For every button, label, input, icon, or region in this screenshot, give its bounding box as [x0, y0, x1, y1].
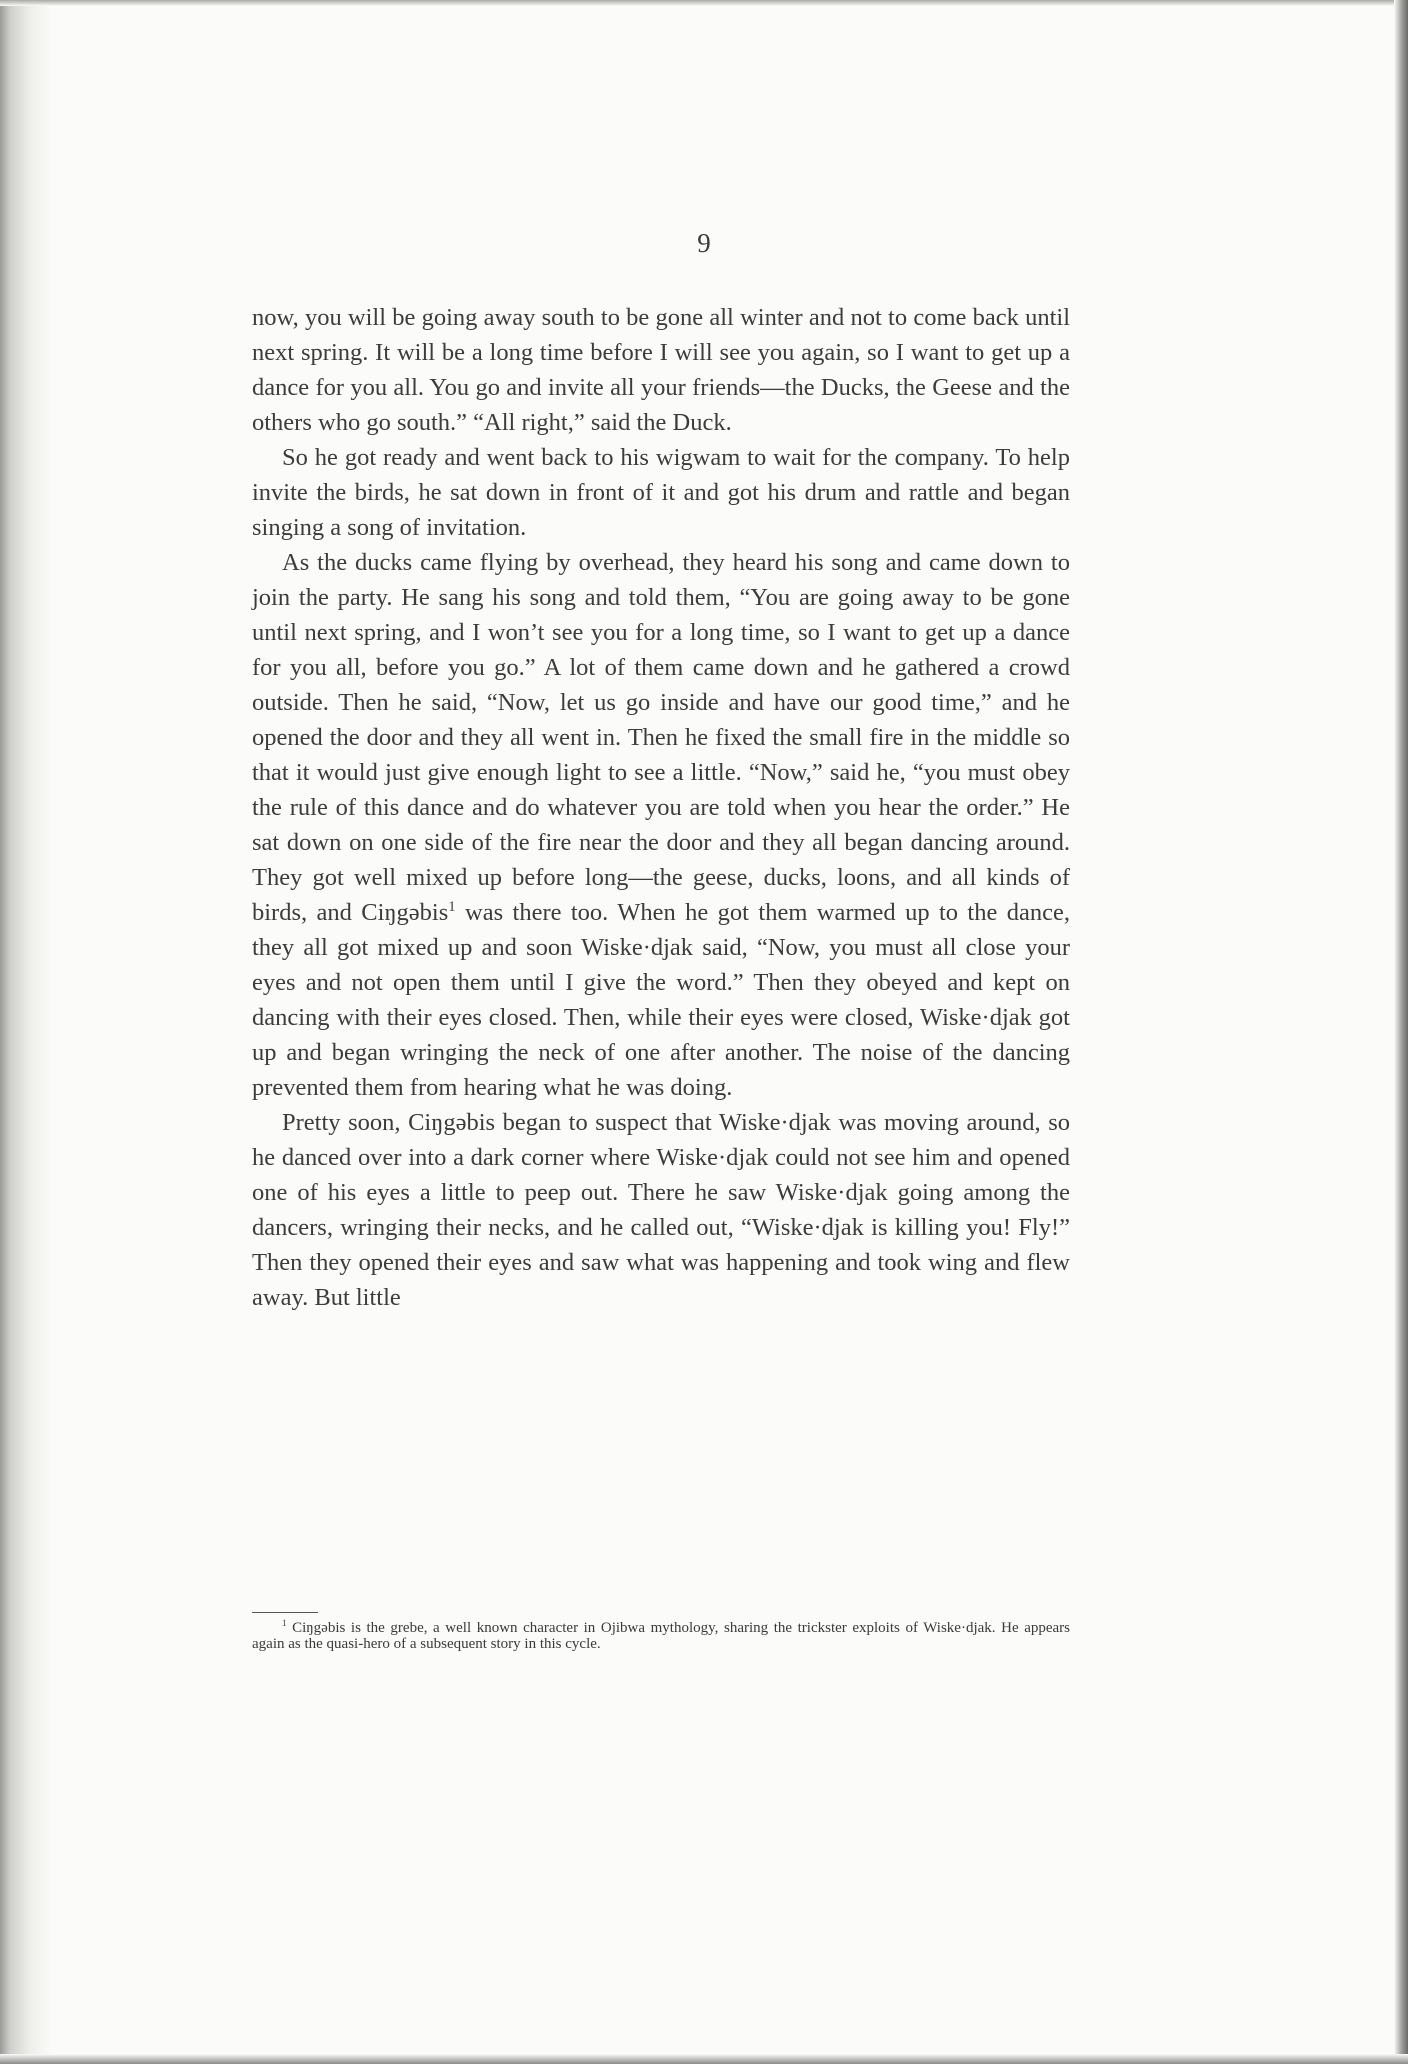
footnote-rule	[252, 1612, 318, 1613]
right-page-edge	[1394, 0, 1408, 2064]
paragraph-1: now, you will be going away south to be gone all winter and not to come back until next spring. It will be a long time before I will see you again, so I want to get up a dance for you all. You go and invite all your friends—the Ducks, the Geese and the others who go south.” “All right,” said the Duck.	[252, 304, 1070, 436]
paragraph-4: Pretty soon, Ciŋgəbis began to suspect that Wiske·djak was moving around, so he danced over into a dark corner where Wiske·djak could not see him and opened one of his eyes a little to peep out. There he saw Wiske·djak going among the dancers, wringing their necks, and he called out, “Wiske·djak is killing you! Fly!” Then they opened their eyes and saw what was happening and took wing and flew away. But little	[252, 1109, 1070, 1311]
bottom-page-edge	[0, 2054, 1408, 2064]
body-text	[252, 300, 1070, 1315]
footnote-reference: 1	[448, 898, 456, 915]
paragraph-3-text-continued: was there too. When he got them warmed up to the dance, they all got mixed up and soon Wiske·djak said, “Now, you must all close your eyes and not open them until I give the word.” Then they obeyed and kept on dancing with their eyes closed. Then, while their eyes were closed, Wiske·djak got up and began wringing the neck of one after another. The noise of the dancing prevented them from hearing what he was doing.	[252, 899, 1070, 1101]
footnote-text: Ciŋgəbis is the grebe, a well known character in Ojibwa mythology, sharing the trickster exploits of Wiske·djak. He appears again as the quasi-hero of a subsequent story in this cycle.	[252, 1620, 1070, 1652]
footnote	[252, 1620, 1070, 1652]
top-page-edge	[0, 0, 1408, 6]
page-number: 9	[697, 228, 711, 258]
binding-shadow	[0, 0, 52, 2064]
paragraph-2: So he got ready and went back to his wigwam to wait for the company. To help invite the birds, he sat down in front of it and got his drum and rattle and began singing a song of invitation.	[252, 444, 1070, 541]
paragraph-3-text: As the ducks came flying by overhead, they heard his song and came down to join the party. He sang his song and told them, “You are going away to be gone until next spring, and I won’t see you for a long time, so I want to get up a dance for you all, before you go.” A lot of them came down and he gathered a crowd outside. Then he said, “Now, let us go inside and have our good time,” and he opened the door and they all went in. Then he fixed the small fire in the middle so that it would just give enough light to see a little. “Now,” said he, “you must obey the rule of this dance and do whatever you are told when you hear the order.” He sat down on one side of the fire near the door and they all began dancing around. They got well mixed up before long—the geese, ducks, loons, and all kinds of birds, and Ciŋgəbis	[252, 549, 1070, 926]
paragraph-3	[252, 545, 1070, 1105]
footnote-marker: 1	[282, 1618, 287, 1628]
